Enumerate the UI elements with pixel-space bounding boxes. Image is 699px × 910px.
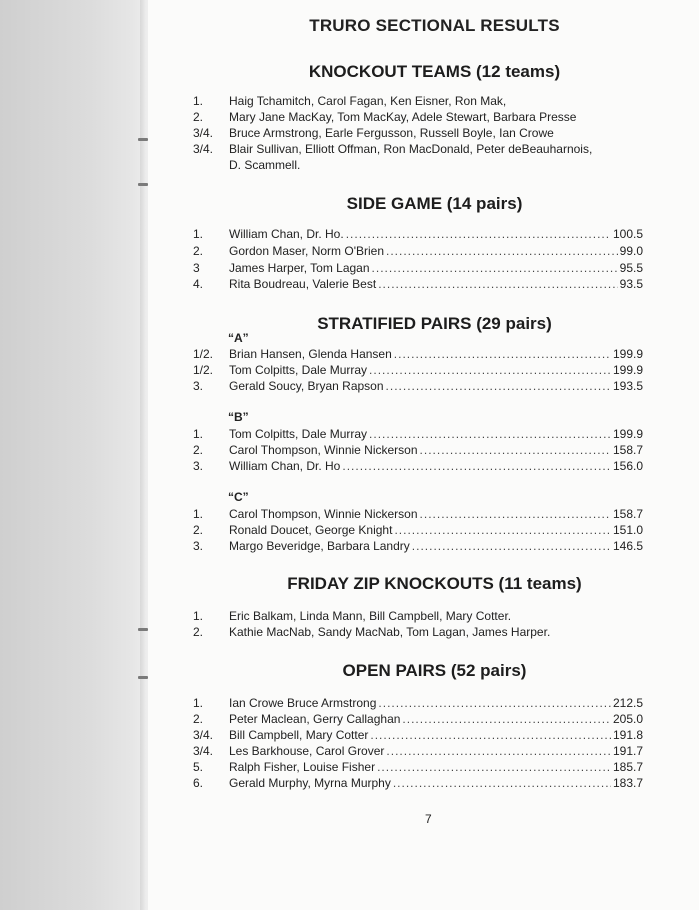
rank: 3/4. [193,728,214,742]
stratum-label-b: “B” [228,410,249,424]
rank: 2. [193,443,204,457]
result-row [193,443,643,460]
score: 146.5 [612,539,643,553]
page-edge-shadow [140,0,146,910]
rank: 1. [193,427,204,441]
dot-leader [377,760,611,774]
pair-names: James Harper, Tom Lagan [229,261,370,275]
dot-leader [372,261,618,275]
result-row [193,347,643,364]
section-heading-open-pairs: OPEN PAIRS (52 pairs) [342,661,527,680]
dot-leader [394,347,611,361]
dot-leader [386,744,611,758]
pair-names: Peter Maclean, Gerry Callaghan [229,712,401,726]
team-names: Haig Tchamitch, Carol Fagan, Ken Eisner, Ron Mak, [229,94,507,108]
score: 185.7 [612,760,643,774]
pair-names: Rita Boudreau, Valerie Best [229,277,377,291]
rank: 3/4. [193,142,214,156]
team-names: Mary Jane MacKay, Tom MacKay, Adele Stewart, Barbara Presse [229,110,577,124]
score: 199.9 [612,347,643,361]
score: 205.0 [612,712,643,726]
rank: 2. [193,712,204,726]
stratum-label-a: “A” [228,331,249,345]
score: 191.7 [612,744,643,758]
result-row [193,523,643,540]
rank: 2. [193,244,204,258]
rank: 3/4. [193,126,214,140]
dot-leader [394,523,611,537]
result-row [193,227,643,244]
pair-names: Ralph Fisher, Louise Fisher [229,760,376,774]
result-row [193,712,643,729]
team-names: Kathie MacNab, Sandy MacNab, Tom Lagan, James Harper. [229,625,551,639]
section-heading-knockout: KNOCKOUT TEAMS (12 teams) [308,62,561,81]
rank: 1. [193,507,204,521]
result-row [193,427,643,444]
result-row [193,744,643,761]
dot-leader [412,539,611,553]
pair-names: Les Barkhouse, Carol Grover [229,744,385,758]
rank: 4. [193,277,204,291]
pair-names: Bill Campbell, Mary Cotter [229,728,369,742]
document-title: TRURO SECTIONAL RESULTS [309,16,560,35]
dot-leader [420,443,611,457]
dot-leader [378,277,617,291]
binding-mark [138,138,148,141]
rank: 3/4. [193,744,214,758]
dot-leader [402,712,611,726]
dot-leader [393,776,611,790]
dot-leader [370,728,611,742]
pair-names: Carol Thompson, Winnie Nickerson [229,507,418,521]
score: 100.5 [612,227,643,241]
result-row [193,459,643,476]
score: 95.5 [619,261,643,275]
team-names: Bruce Armstrong, Earle Fergusson, Russell Boyle, Ian Crowe [229,126,554,140]
score: 93.5 [619,277,643,291]
pair-names: Tom Colpitts, Dale Murray [229,363,368,377]
rank: 1. [193,696,204,710]
rank: 3. [193,539,204,553]
team-names-continued: D. Scammell. [229,158,301,172]
pair-names: Ian Crowe Bruce Armstrong [229,696,377,710]
pair-names: William Chan, Dr. Ho [229,459,341,473]
pair-names: Gerald Soucy, Bryan Rapson [229,379,384,393]
section-heading-stratified: STRATIFIED PAIRS (29 pairs) [317,314,552,333]
result-row [193,609,643,626]
rank: 3. [193,459,204,473]
pair-names: Gordon Maser, Norm O'Brien [229,244,385,258]
pair-names: Brian Hansen, Glenda Hansen [229,347,392,361]
score: 158.7 [612,507,643,521]
result-row [193,277,643,294]
result-row [193,539,643,556]
binding-shadow [0,0,150,910]
pair-names: Tom Colpitts, Dale Murray [229,427,368,441]
dot-leader [378,696,611,710]
result-row [193,363,643,380]
section-heading-side-game: SIDE GAME (14 pairs) [346,194,523,213]
pair-names: William Chan, Dr. Ho. [229,227,344,241]
result-row [193,261,643,278]
result-row [193,760,643,777]
binding-mark [138,183,148,186]
rank: 2. [193,110,204,124]
result-row [193,110,643,127]
dot-leader [369,363,611,377]
rank: 1/2. [193,363,214,377]
result-row [193,696,643,713]
score: 151.0 [612,523,643,537]
result-row [193,728,643,745]
result-row [193,126,643,143]
score: 183.7 [612,776,643,790]
score: 156.0 [612,459,643,473]
section-heading-friday-zip: FRIDAY ZIP KNOCKOUTS (11 teams) [287,574,582,593]
rank: 5. [193,760,204,774]
score: 158.7 [612,443,643,457]
pair-names: Margo Beveridge, Barbara Landry [229,539,410,553]
result-row [193,244,643,261]
dot-leader [346,227,611,241]
result-row [193,776,643,793]
rank: 2. [193,523,204,537]
score: 99.0 [619,244,643,258]
rank: 2. [193,625,204,639]
team-names: Eric Balkam, Linda Mann, Bill Campbell, Mary Cotter. [229,609,512,623]
score: 193.5 [612,379,643,393]
result-row [193,142,643,159]
dot-leader [386,244,618,258]
rank: 3. [193,379,204,393]
rank: 6. [193,776,204,790]
result-row-continuation [193,158,643,175]
rank: 1. [193,227,204,241]
pair-names: Gerald Murphy, Myrna Murphy [229,776,391,790]
dot-leader [369,427,611,441]
page-number: 7 [425,812,432,826]
score: 199.9 [612,363,643,377]
team-names: Blair Sullivan, Elliott Offman, Ron MacDonald, Peter deBeauharnois, [229,142,593,156]
dot-leader [386,379,611,393]
result-row [193,625,643,642]
score: 199.9 [612,427,643,441]
rank: 1. [193,609,204,623]
rank: 3 [193,261,200,275]
rank: 1/2. [193,347,214,361]
dot-leader [342,459,611,473]
pair-names: Carol Thompson, Winnie Nickerson [229,443,418,457]
rank: 1. [193,94,204,108]
result-row [193,507,643,524]
score: 212.5 [612,696,643,710]
result-row [193,379,643,396]
stratum-label-c: “C” [228,490,249,504]
score: 191.8 [612,728,643,742]
binding-mark [138,628,148,631]
pair-names: Ronald Doucet, George Knight [229,523,393,537]
result-row [193,94,643,111]
dot-leader [420,507,611,521]
